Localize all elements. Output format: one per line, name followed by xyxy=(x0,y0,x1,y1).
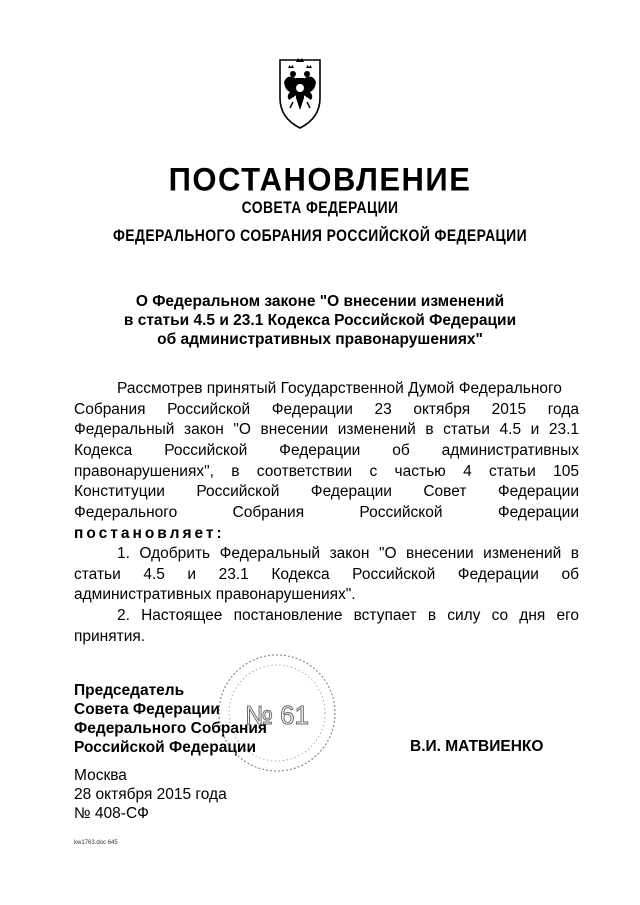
preamble-paragraph xyxy=(74,379,579,545)
preamble-line: правонарушениях", в соответствии с частью 4 статьи 105 xyxy=(74,462,579,480)
decision-line: принятия. xyxy=(74,627,146,645)
coat-of-arms-icon xyxy=(276,52,324,130)
position-line: Председатель xyxy=(74,682,185,699)
decision-line: статьи 4.5 и 23.1 Кодекса Российской Федерации об xyxy=(74,565,579,583)
preamble-line: Рассмотрев принятый Государственной Думой Федерального xyxy=(117,380,562,397)
position-line: Совета Федерации xyxy=(74,701,220,718)
signing-date: 28 октября 2015 года xyxy=(74,786,227,803)
decision-section xyxy=(74,544,579,647)
preamble-line: Федерального Собрания Российской Федерации xyxy=(74,504,579,522)
city: Москва xyxy=(74,767,127,784)
decision-line: 1. Одобрить Федеральный закон "О внесении изменений в xyxy=(117,545,579,562)
position-line: Российской Федерации xyxy=(74,739,256,756)
decision-line: 2. Настоящее постановление вступает в силу со дня его xyxy=(117,607,579,625)
preamble-line: Кодекса Российской Федерации об административных xyxy=(74,442,579,460)
file-reference: kw1763.doc 645 xyxy=(74,840,118,846)
signatory-name: В.И. МАТВИЕНКО xyxy=(410,738,544,755)
preamble-line: Федеральный закон "О внесении изменений в статьи 4.5 и 23.1 xyxy=(74,421,579,439)
subject-line: об административных правонарушениях" xyxy=(157,331,483,348)
preamble-line: Конституции Российской Федерации Совет Федерации xyxy=(74,483,579,501)
preamble-line: Собрания Российской Федерации 23 октября 2015 года xyxy=(74,400,579,418)
decision-line: административных правонарушениях". xyxy=(74,586,356,604)
subject-line: в статьи 4.5 и 23.1 Кодекса Российской Федерации xyxy=(123,312,517,329)
subject-line: О Федеральном законе "О внесении изменений xyxy=(135,293,505,310)
resolves-word: постановляет: xyxy=(74,524,225,542)
position-line: Федерального Собрания xyxy=(74,720,267,737)
issuer-line-2: ФЕДЕРАЛЬНОГО СОБРАНИЯ РОССИЙСКОЙ ФЕДЕРАЦИИ xyxy=(112,226,528,245)
svg-text:№ 61: № 61 xyxy=(244,700,310,730)
registration-stamp xyxy=(212,648,342,778)
document-type-title: ПОСТАНОВЛЕНИЕ xyxy=(168,161,472,198)
issuer-line-1: СОВЕТА ФЕДЕРАЦИИ xyxy=(241,198,399,217)
place-and-date xyxy=(74,766,227,823)
resolution-subject xyxy=(90,292,550,349)
document-number: № 408-СФ xyxy=(74,805,149,822)
